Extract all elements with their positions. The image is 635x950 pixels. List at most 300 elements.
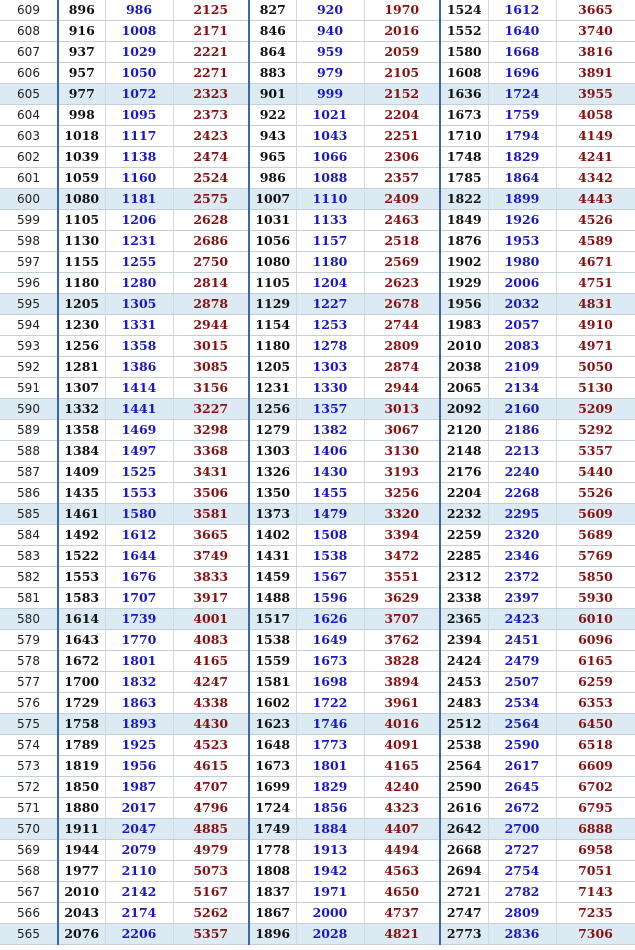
col3-value: 2814 — [173, 273, 249, 294]
col3-value: 2628 — [173, 210, 249, 231]
col2-value: 1095 — [105, 105, 173, 126]
col2-value: 1117 — [105, 126, 173, 147]
col4-value: 1350 — [249, 483, 296, 504]
col2-value: 1676 — [105, 567, 173, 588]
row-index: 569 — [0, 840, 58, 861]
col4-value: 1129 — [249, 294, 296, 315]
col7-value: 2616 — [440, 798, 488, 819]
col6-value: 2204 — [364, 105, 440, 126]
col9-value: 4751 — [556, 273, 635, 294]
col5-value: 1829 — [296, 777, 364, 798]
col9-value: 5609 — [556, 504, 635, 525]
col1-value: 1700 — [58, 672, 105, 693]
col9-value: 5440 — [556, 462, 635, 483]
col3-value: 2878 — [173, 294, 249, 315]
col4-value: 1699 — [249, 777, 296, 798]
col5-value: 1856 — [296, 798, 364, 819]
col3-value: 4430 — [173, 714, 249, 735]
col2-value: 2017 — [105, 798, 173, 819]
col2-value: 1525 — [105, 462, 173, 483]
row-index: 567 — [0, 882, 58, 903]
col9-value: 5689 — [556, 525, 635, 546]
col9-value: 6010 — [556, 609, 635, 630]
col6-value: 3762 — [364, 630, 440, 651]
col2-value: 1231 — [105, 231, 173, 252]
col7-value: 1785 — [440, 168, 488, 189]
col3-value: 2323 — [173, 84, 249, 105]
col1-value: 2043 — [58, 903, 105, 924]
col4-value: 1205 — [249, 357, 296, 378]
table-row — [0, 294, 635, 315]
col1-value: 1018 — [58, 126, 105, 147]
row-index: 575 — [0, 714, 58, 735]
col3-value: 4338 — [173, 693, 249, 714]
col3-value: 3506 — [173, 483, 249, 504]
col8-value: 2160 — [488, 399, 556, 420]
col4-value: 1538 — [249, 630, 296, 651]
col3-value: 2575 — [173, 189, 249, 210]
col3-value: 3581 — [173, 504, 249, 525]
col3-value: 2750 — [173, 252, 249, 273]
col4-value: 1867 — [249, 903, 296, 924]
table-row — [0, 315, 635, 336]
table-row — [0, 84, 635, 105]
col8-value: 1640 — [488, 21, 556, 42]
col2-value: 1255 — [105, 252, 173, 273]
col6-value: 1970 — [364, 0, 440, 21]
col8-value: 2346 — [488, 546, 556, 567]
col5-value: 1430 — [296, 462, 364, 483]
col2-value: 986 — [105, 0, 173, 21]
table-row — [0, 861, 635, 882]
col4-value: 1303 — [249, 441, 296, 462]
col2-value: 2174 — [105, 903, 173, 924]
col6-value: 2944 — [364, 378, 440, 399]
col6-value: 3472 — [364, 546, 440, 567]
col1-value: 1880 — [58, 798, 105, 819]
col1-value: 1789 — [58, 735, 105, 756]
table-row — [0, 378, 635, 399]
col8-value: 1724 — [488, 84, 556, 105]
col5-value: 1884 — [296, 819, 364, 840]
col2-value: 1770 — [105, 630, 173, 651]
col7-value: 2120 — [440, 420, 488, 441]
table-row — [0, 630, 635, 651]
col8-value: 2186 — [488, 420, 556, 441]
col9-value: 4058 — [556, 105, 635, 126]
col1-value: 1492 — [58, 525, 105, 546]
col5-value: 1180 — [296, 252, 364, 273]
table-row — [0, 483, 635, 504]
row-index: 578 — [0, 651, 58, 672]
col7-value: 1822 — [440, 189, 488, 210]
col5-value: 1596 — [296, 588, 364, 609]
col2-value: 1358 — [105, 336, 173, 357]
col2-value: 1580 — [105, 504, 173, 525]
col2-value: 1138 — [105, 147, 173, 168]
table-row — [0, 693, 635, 714]
col5-value: 1567 — [296, 567, 364, 588]
col2-value: 1612 — [105, 525, 173, 546]
row-index: 586 — [0, 483, 58, 504]
col3-value: 2271 — [173, 63, 249, 84]
col6-value: 4091 — [364, 735, 440, 756]
col3-value: 5357 — [173, 924, 249, 945]
col9-value: 5930 — [556, 588, 635, 609]
table-row — [0, 252, 635, 273]
col6-value: 4650 — [364, 882, 440, 903]
col3-value: 2125 — [173, 0, 249, 21]
col3-value: 3368 — [173, 441, 249, 462]
col9-value: 5526 — [556, 483, 635, 504]
col5-value: 1773 — [296, 735, 364, 756]
col1-value: 1230 — [58, 315, 105, 336]
col6-value: 4165 — [364, 756, 440, 777]
col8-value: 1829 — [488, 147, 556, 168]
col8-value: 2836 — [488, 924, 556, 945]
table-row — [0, 42, 635, 63]
col7-value: 1552 — [440, 21, 488, 42]
col4-value: 1154 — [249, 315, 296, 336]
row-index: 581 — [0, 588, 58, 609]
col1-value: 1461 — [58, 504, 105, 525]
row-index: 607 — [0, 42, 58, 63]
table-row — [0, 462, 635, 483]
col2-value: 1331 — [105, 315, 173, 336]
col2-value: 1553 — [105, 483, 173, 504]
row-index: 603 — [0, 126, 58, 147]
table-row — [0, 441, 635, 462]
col7-value: 1956 — [440, 294, 488, 315]
col5-value: 2000 — [296, 903, 364, 924]
col1-value: 1614 — [58, 609, 105, 630]
col2-value: 1893 — [105, 714, 173, 735]
col8-value: 2397 — [488, 588, 556, 609]
col5-value: 1508 — [296, 525, 364, 546]
col2-value: 1386 — [105, 357, 173, 378]
col4-value: 943 — [249, 126, 296, 147]
col2-value: 1925 — [105, 735, 173, 756]
table-row — [0, 798, 635, 819]
col8-value: 1899 — [488, 189, 556, 210]
col7-value: 2176 — [440, 462, 488, 483]
col4-value: 1896 — [249, 924, 296, 945]
col2-value: 1801 — [105, 651, 173, 672]
col5-value: 940 — [296, 21, 364, 42]
col7-value: 2204 — [440, 483, 488, 504]
col6-value: 3961 — [364, 693, 440, 714]
table-row — [0, 546, 635, 567]
col8-value: 2782 — [488, 882, 556, 903]
col9-value: 6165 — [556, 651, 635, 672]
col7-value: 1673 — [440, 105, 488, 126]
col1-value: 1583 — [58, 588, 105, 609]
row-index: 571 — [0, 798, 58, 819]
col5-value: 1157 — [296, 231, 364, 252]
col7-value: 2453 — [440, 672, 488, 693]
row-index: 591 — [0, 378, 58, 399]
col8-value: 2727 — [488, 840, 556, 861]
col6-value: 3394 — [364, 525, 440, 546]
col1-value: 957 — [58, 63, 105, 84]
col9-value: 5209 — [556, 399, 635, 420]
col5-value: 1649 — [296, 630, 364, 651]
col9-value: 7306 — [556, 924, 635, 945]
col1-value: 1409 — [58, 462, 105, 483]
col7-value: 2538 — [440, 735, 488, 756]
col6-value: 2463 — [364, 210, 440, 231]
col1-value: 1850 — [58, 777, 105, 798]
col1-value: 1358 — [58, 420, 105, 441]
col6-value: 3894 — [364, 672, 440, 693]
col1-value: 1105 — [58, 210, 105, 231]
table-row — [0, 147, 635, 168]
col5-value: 2028 — [296, 924, 364, 945]
col8-value: 1953 — [488, 231, 556, 252]
col4-value: 1326 — [249, 462, 296, 483]
col6-value: 3828 — [364, 651, 440, 672]
row-index: 601 — [0, 168, 58, 189]
col9-value: 6353 — [556, 693, 635, 714]
col1-value: 1155 — [58, 252, 105, 273]
row-index: 576 — [0, 693, 58, 714]
col3-value: 4615 — [173, 756, 249, 777]
col5-value: 959 — [296, 42, 364, 63]
col1-value: 1281 — [58, 357, 105, 378]
col2-value: 1832 — [105, 672, 173, 693]
col6-value: 2874 — [364, 357, 440, 378]
col1-value: 1819 — [58, 756, 105, 777]
col9-value: 4443 — [556, 189, 635, 210]
col2-value: 2206 — [105, 924, 173, 945]
col5-value: 920 — [296, 0, 364, 21]
col8-value: 2240 — [488, 462, 556, 483]
col6-value: 4016 — [364, 714, 440, 735]
col4-value: 883 — [249, 63, 296, 84]
col9-value: 7143 — [556, 882, 635, 903]
col6-value: 2016 — [364, 21, 440, 42]
row-index: 587 — [0, 462, 58, 483]
col8-value: 2134 — [488, 378, 556, 399]
col7-value: 2092 — [440, 399, 488, 420]
col5-value: 1357 — [296, 399, 364, 420]
table-row — [0, 210, 635, 231]
col2-value: 1863 — [105, 693, 173, 714]
col7-value: 2564 — [440, 756, 488, 777]
row-index: 605 — [0, 84, 58, 105]
col7-value: 1929 — [440, 273, 488, 294]
col6-value: 3130 — [364, 441, 440, 462]
col8-value: 1612 — [488, 0, 556, 21]
col5-value: 1133 — [296, 210, 364, 231]
col7-value: 2010 — [440, 336, 488, 357]
col2-value: 1644 — [105, 546, 173, 567]
table-row — [0, 924, 635, 945]
col2-value: 1072 — [105, 84, 173, 105]
col8-value: 2057 — [488, 315, 556, 336]
col5-value: 1227 — [296, 294, 364, 315]
col1-value: 2010 — [58, 882, 105, 903]
row-index: 592 — [0, 357, 58, 378]
col6-value: 3013 — [364, 399, 440, 420]
col4-value: 864 — [249, 42, 296, 63]
row-index: 577 — [0, 672, 58, 693]
col8-value: 1668 — [488, 42, 556, 63]
table-row — [0, 903, 635, 924]
col5-value: 1278 — [296, 336, 364, 357]
col2-value: 1050 — [105, 63, 173, 84]
table-row — [0, 525, 635, 546]
col4-value: 1105 — [249, 273, 296, 294]
table-row — [0, 63, 635, 84]
col2-value: 2142 — [105, 882, 173, 903]
col5-value: 1021 — [296, 105, 364, 126]
col3-value: 3015 — [173, 336, 249, 357]
col9-value: 4971 — [556, 336, 635, 357]
col1-value: 1332 — [58, 399, 105, 420]
col1-value: 1729 — [58, 693, 105, 714]
col8-value: 2590 — [488, 735, 556, 756]
col5-value: 1330 — [296, 378, 364, 399]
row-index: 585 — [0, 504, 58, 525]
col7-value: 1983 — [440, 315, 488, 336]
col5-value: 1088 — [296, 168, 364, 189]
col3-value: 3298 — [173, 420, 249, 441]
row-index: 609 — [0, 0, 58, 21]
col2-value: 2079 — [105, 840, 173, 861]
col6-value: 2744 — [364, 315, 440, 336]
col9-value: 6795 — [556, 798, 635, 819]
col2-value: 1414 — [105, 378, 173, 399]
table-row — [0, 231, 635, 252]
col2-value: 1441 — [105, 399, 173, 420]
col8-value: 2645 — [488, 777, 556, 798]
col6-value: 3067 — [364, 420, 440, 441]
col9-value: 6096 — [556, 630, 635, 651]
col7-value: 2338 — [440, 588, 488, 609]
col2-value: 1305 — [105, 294, 173, 315]
col3-value: 3085 — [173, 357, 249, 378]
col3-value: 2171 — [173, 21, 249, 42]
col8-value: 1926 — [488, 210, 556, 231]
col4-value: 1373 — [249, 504, 296, 525]
row-index: 565 — [0, 924, 58, 945]
col7-value: 2259 — [440, 525, 488, 546]
col7-value: 1524 — [440, 0, 488, 21]
col2-value: 1181 — [105, 189, 173, 210]
col6-value: 2105 — [364, 63, 440, 84]
col7-value: 2483 — [440, 693, 488, 714]
table-row — [0, 21, 635, 42]
col4-value: 1602 — [249, 693, 296, 714]
col4-value: 1007 — [249, 189, 296, 210]
row-index: 599 — [0, 210, 58, 231]
col6-value: 4494 — [364, 840, 440, 861]
col7-value: 1849 — [440, 210, 488, 231]
col2-value: 1739 — [105, 609, 173, 630]
col9-value: 4831 — [556, 294, 635, 315]
col6-value: 2809 — [364, 336, 440, 357]
col5-value: 1043 — [296, 126, 364, 147]
col1-value: 1256 — [58, 336, 105, 357]
col3-value: 5262 — [173, 903, 249, 924]
table-row — [0, 504, 635, 525]
col1-value: 916 — [58, 21, 105, 42]
col6-value: 4407 — [364, 819, 440, 840]
col5-value: 1479 — [296, 504, 364, 525]
col8-value: 2083 — [488, 336, 556, 357]
col1-value: 1180 — [58, 273, 105, 294]
col9-value: 5357 — [556, 441, 635, 462]
col7-value: 1876 — [440, 231, 488, 252]
col8-value: 2809 — [488, 903, 556, 924]
col3-value: 2686 — [173, 231, 249, 252]
col5-value: 1066 — [296, 147, 364, 168]
col6-value: 3707 — [364, 609, 440, 630]
col4-value: 1402 — [249, 525, 296, 546]
col1-value: 1758 — [58, 714, 105, 735]
col7-value: 2773 — [440, 924, 488, 945]
row-index: 572 — [0, 777, 58, 798]
col9-value: 6702 — [556, 777, 635, 798]
col3-value: 4165 — [173, 651, 249, 672]
col2-value: 1497 — [105, 441, 173, 462]
col4-value: 1808 — [249, 861, 296, 882]
col2-value: 1160 — [105, 168, 173, 189]
row-index: 566 — [0, 903, 58, 924]
col5-value: 1110 — [296, 189, 364, 210]
col5-value: 1538 — [296, 546, 364, 567]
col8-value: 2672 — [488, 798, 556, 819]
row-index: 602 — [0, 147, 58, 168]
col9-value: 6958 — [556, 840, 635, 861]
col9-value: 4589 — [556, 231, 635, 252]
col7-value: 2394 — [440, 630, 488, 651]
col7-value: 2694 — [440, 861, 488, 882]
col1-value: 896 — [58, 0, 105, 21]
col6-value: 2678 — [364, 294, 440, 315]
col4-value: 1673 — [249, 756, 296, 777]
row-index: 598 — [0, 231, 58, 252]
col4-value: 1581 — [249, 672, 296, 693]
table-row — [0, 105, 635, 126]
col5-value: 1673 — [296, 651, 364, 672]
col5-value: 1801 — [296, 756, 364, 777]
col4-value: 1031 — [249, 210, 296, 231]
col4-value: 1180 — [249, 336, 296, 357]
col5-value: 1253 — [296, 315, 364, 336]
col9-value: 6518 — [556, 735, 635, 756]
col7-value: 2590 — [440, 777, 488, 798]
col8-value: 2534 — [488, 693, 556, 714]
table-row — [0, 357, 635, 378]
col8-value: 2006 — [488, 273, 556, 294]
row-index: 608 — [0, 21, 58, 42]
row-index: 589 — [0, 420, 58, 441]
col6-value: 2059 — [364, 42, 440, 63]
col9-value: 7235 — [556, 903, 635, 924]
col3-value: 4707 — [173, 777, 249, 798]
col7-value: 1636 — [440, 84, 488, 105]
col5-value: 979 — [296, 63, 364, 84]
col4-value: 846 — [249, 21, 296, 42]
col5-value: 1204 — [296, 273, 364, 294]
col7-value: 2747 — [440, 903, 488, 924]
col9-value: 3816 — [556, 42, 635, 63]
col7-value: 2668 — [440, 840, 488, 861]
col5-value: 1698 — [296, 672, 364, 693]
col8-value: 2295 — [488, 504, 556, 525]
